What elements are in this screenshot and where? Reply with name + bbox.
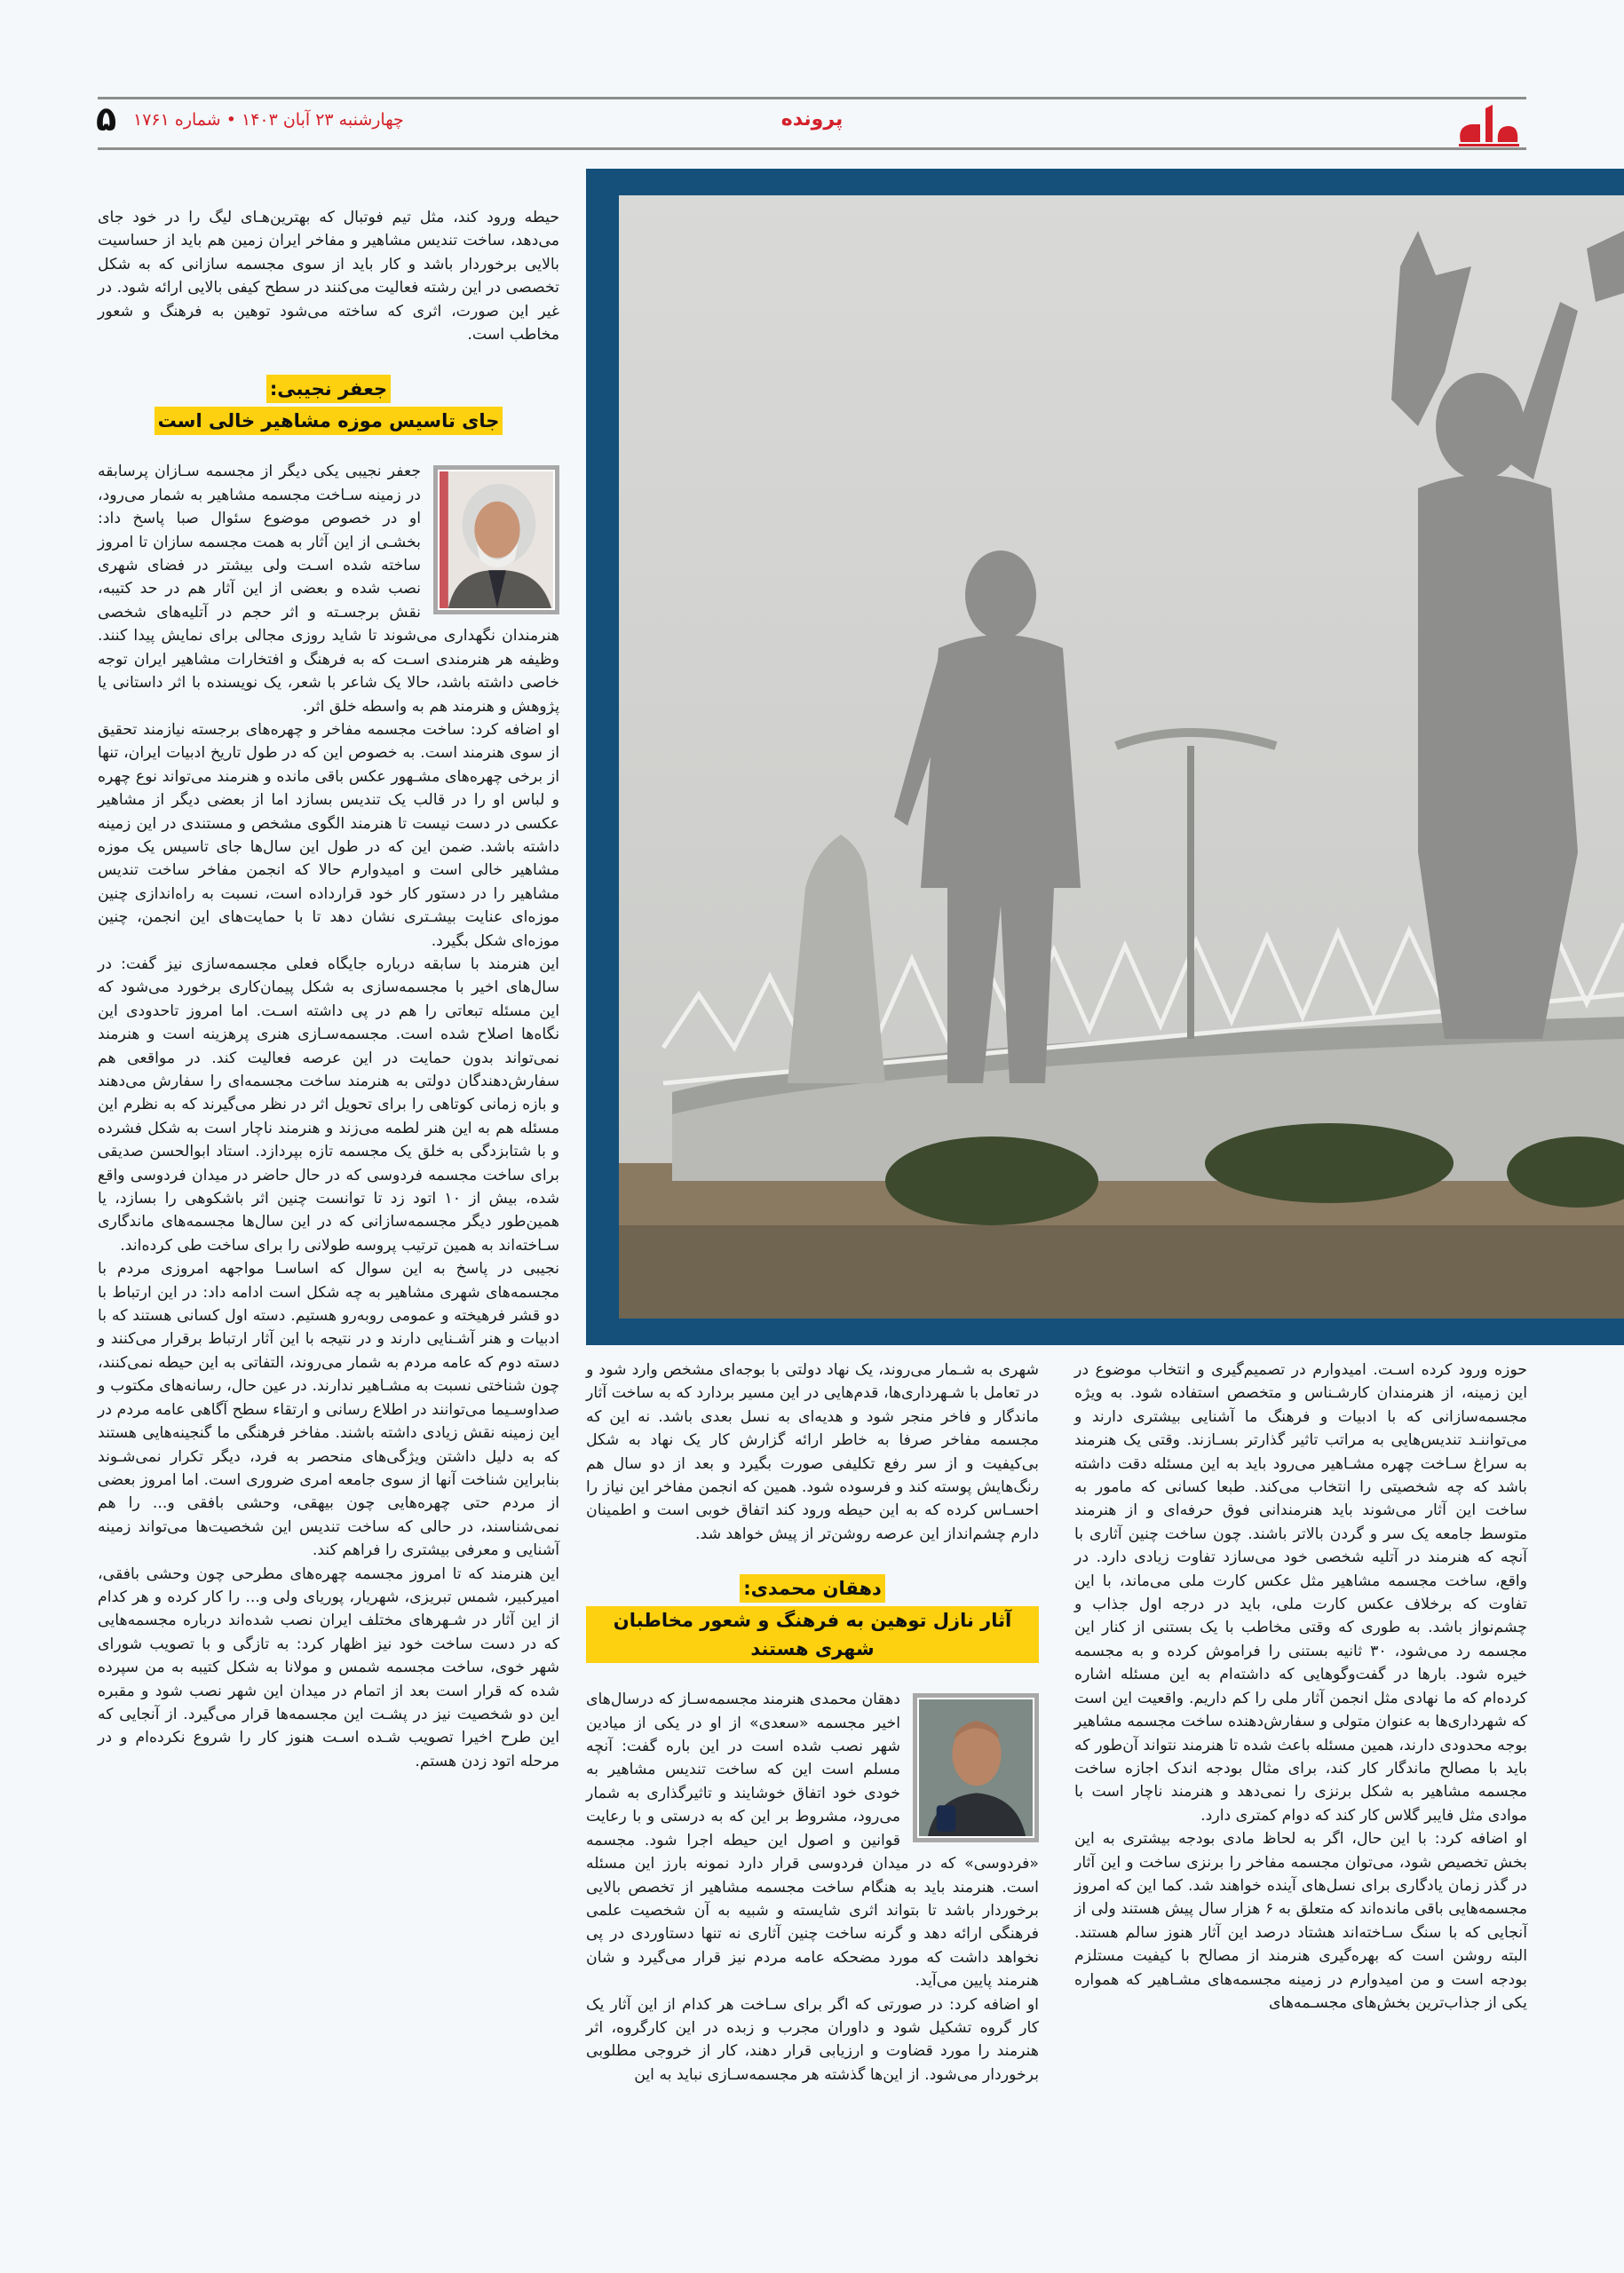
subheading-title: جای تاسیس موزه مشاهیر خالی است xyxy=(154,407,503,435)
subheading-title: آثار نازل توهین به فرهنگ و شعور مخاطبان شهری هستند xyxy=(586,1606,1039,1663)
article-paragraph: او اضافه کرد: در صورتی که اگر برای سـاخت هر کدام از این آثار یک کار گروه تشکیل شود و داوران مجرب و زبده در این کارگروه، اثر هنرمند را مورد قضاوت و ارزیابی قرار دهند، کار از خروجی مطلوبی برخوردار می‌شود. از این‌ها گذشته هر مجسمه‌سـازی نباید به این xyxy=(586,1995,1039,2084)
right-column xyxy=(1074,1358,1527,2015)
subheading-najibi xyxy=(98,373,559,437)
article-paragraph: حوزه ورود کرده اسـت. امیدوارم در تصمیم‌گیری و انتخاب موضوع در این زمینه، از هنرمندان کارشـناس و متخصص استفاده شود. به ویژه مجسمه‌سازانی که با ادبیات و فرهنگ ما آشنایی بیشتری دارند و می‌تواننـد تندیس‌هایی به مراتب تاثیر گذارتر بسـازند. وقتی یک هنرمند به سراغ سـاخت چهره مشـاهیر می‌رود باید به این مسئله دقت داشته باشد که چه شخصیتی را انتخاب می‌کند. طبعا کسانی که مامور به ساخت این آثار می‌شوند باید هنرمندانی فوق حرفه‌ای و از هنرمند متوسط جامعه یک سر و گردن بالاتر باشند. چون ساخت چنین آثاری با آنچه که هنرمند در آتلیه شخصی خود می‌سازد تفاوت زیادی دارد. در واقع، ساخت مجسمه مشاهیر مثل عکس کارت ملی می‌ماند، با این تفاوت که برخلاف عکس کارت ملی، باید در درجه اول جذاب و چشم‌نواز باشد. به طوری که وقتی مخاطب با یک بستنی از کنار این مجسمه رد می‌شود، ۳۰ ثانیه بستنی را فراموش کرده و به مجسمه خیره شود. بارها در گفت‌وگوهایی که داشته‌ام به این مسئله اشاره کرده‌ام که ما نهادی مثل انجمن آثار ملی را کم داریم. واقعیت این است که شهرداری‌ها به عنوان متولی و سفارش‌دهنده ساخت مجسمه مشاهیر بوجه محدودی دارند، همین مسئله باعث شده تا هنرمند نتواند آن‌طور که باید با مصالح ماندگار کار کند، برای مثال بودجه اندک اجازه ساخت مجسمه مشاهیر به شکل برنزی را نمی‌دهد و هنرمند ناچار است با موادی مثل فایبر گلاس کار کند که دوام کمتری دارد. xyxy=(1074,1361,1527,1825)
article-paragraph: او اضافه کرد: با این حال، اگر به لحاظ مادی بودجه بیشتری به این بخش تخصیص شود، می‌توان مجسمه مفاخر را برنزی ساخت و این آثار در گذر زمان یادگاری برای نسل‌های آینده خواهند شد. کما این که امروز مجسمه‌هایی باقی مانده‌اند که متعلق به ۶ هزار سال پیش هستند ولی از آنجایی که با سنگ سـاخته‌اند هشتاد درصد این آثار هنوز سالم هستند. البته روشن است که بهره‌گیری هنرمند از مصالح با کیفیت مستلزم بودجه است و من امیدوارم در زمینه مجسمه‌های مشـاهیر که همواره یکی از جذاب‌ترین بخش‌های مجسـمه‌های xyxy=(1074,1830,1527,2012)
article-paragraph: دهقان محمدی هنرمند مجسمه‌سـاز که درسال‌های اخیر مجسمه «سعدی» از او در یکی از میادین شهر نصب شده است در این باره گفت: آنچه مسلم است این که ساخت تندیس مشاهیر به خودی خود اتفاق خوشایند و تاثیرگذاری به شمار می‌رود، مشروط بر این که به درستی و با رعایت قوانین و اصول این حیطه اجرا شود. مجسمه «فردوسی» که در میدان فردوسی قرار دارد نمونه بارز این مسئله است. هنرمند باید به هنگام ساخت مجسمه مشاهیر از تخصص بالایی برخوردار باشد تا بتواند اثری شایسته و شبیه به آن شخصیت علمی فرهنگی ارائه دهد و گرنه ساخت چنین آثاری نه تنها دستاوردی در پی نخواهد داشت که مورد مضحکه عامه مردم نیز قرار می‌گیرد و شان هنرمند پایین می‌آید. xyxy=(586,1691,1039,1991)
article-paragraph: این هنرمند که تا امروز مجسمه چهره‌های مطرحی چون وحشی بافقی، امیرکبیر، شمس تبریزی، شهریار، پوریای ولی و... را کار کرده و هر کدام از این آثار در شـهرهای مختلف ایران نصب شده‌اند درباره مجسمه‌هایی که در دست ساخت خود نیز اظهار کرد: به تازگی و با تصویب شورای شهر خوی، ساخت مجسمه شمس و مولانا به شکل کتیبه به من سپرده شده که قرار است بعد از اتمام در میدان این شهر نصب شود و مقبره این دو شخصیت نیز در پشـت این مجسمه‌ها قرار می‌گیرد. از آنجایی که این طرح اخیرا تصویب شـده اسـت هنوز کار را شروع نکرده‌ام و در مرحله اتود زدن هستم. xyxy=(98,1564,559,1770)
section-title: پرونده xyxy=(780,108,844,131)
header-bottom-rule xyxy=(98,147,1526,150)
statues-photo xyxy=(619,195,1624,1319)
article-paragraph: جعفر نجیبی یکی دیگر از مجسمه سـازان پرسابقه در زمینه سـاخت مجسمه مشاهیر به شمار می‌رود، او در خصوص موضوع سئوال صبا پاسخ داد: بخشـی از این آثار به همت مجسمه سازان تا امروز ساخته شده اسـت ولی بیشتر در فضای شهری نصب شده و بعضی از این آثار هم در حد کتیبه، نقش برجسـته و اثر حجم در آتلیه‌های شخصی هنرمندان نگهداری می‌شوند تا شاید روزی مجالی برای نمایش پیدا کنند. وظیفه هر هنرمندی اسـت که به فرهنگ و افتخارات مشاهیر ایران توجه خاصی داشته باشد، حالا یک شاعر با شعر، یک نویسنده با اثر داستانی یا پژوهش و هنرمند هم به واسطه خلق اثر. xyxy=(98,463,559,716)
header-top-rule xyxy=(98,97,1526,99)
portrait-dehghan-mohammadi xyxy=(913,1693,1039,1842)
subheading-dehghan-mohammadi xyxy=(586,1572,1039,1665)
subheading-name: دهقان محمدی: xyxy=(740,1574,885,1603)
article-paragraph: این هنرمند با سابقه درباره جایگاه فعلی مجسمه‌سازی نیز گفت: در سال‌های اخیر با مجسمه‌سازی به شکل پیمان‌کاری برخورد می‌شود که این مسئله تبعاتی را هم در پی داشته اسـت. اما امروز تاحدودی این نگاه‌ها اصلاح شده است. مجسمه‌سـازی هنری پرهزینه است و هنرمند نمی‌تواند بدون حمایت در این عرصه فعالیت کند. در مواقعی هم سفارش‌دهندگان دولتی به هنرمند ساخت مجسمه‌ای را سفارش می‌دهند و بازه زمانی کوتاهی را برای تحویل اثر در نظر می‌گیرند که به نظرم این مسئله هم به این هنر لطمه می‌زند و هنرمند ناچار است به شکل فشرده و با شتابزدگی به خلق یک مجسمه تازه بپردازد. استاد ابوالحسن صدیقی برای ساخت مجسمه فردوسی که در حال حاضر در میدان فردوسی واقع شده، بیش از ۱۰ اتود زد تا توانست چنین اثر باشکوهی را بسازد، یا همین‌طور دیگر مجسمه‌سازانی که در این سال‌ها مجسمه‌های ماندگاری سـاخته‌اند به همین ترتیب پروسه طولانی را برای ساخت طی کرده‌اند. xyxy=(98,954,559,1255)
article-paragraph: او اضافه کرد: ساخت مجسمه مفاخر و چهره‌های برجسته نیازمند تحقیق از سوی هنرمند است. به خصوص این که در طول تاریخ ادبیات ایران، تنها از برخی چهره‌های مشـهور عکس باقی مانده و هنرمند می‌تواند نوع چهره و لباس او را در قالب یک تندیس بسازد اما از بعضی دیگر از مشاهیر عکسی در دست نیست تا هنرمند الگوی مشخص و مستندی در این زمینه داشته باشد. ضمن این که در طول این سال‌ها جای تاسیس یک موزه مشاهیر خالی است و امیدوارم حالا که انجمن مفاخر ساخت تندیس مشاهیر را در دستور کار خود قرارداده است، نسبت به راه‌اندازی چنین موزه‌ای عنایت بیشـتری نشان دهد تا با حمایت‌های این انجمن، چنین موزه‌ای شکل بگیرد. xyxy=(98,720,559,950)
portrait-jafar-najibi xyxy=(433,465,559,614)
subheading-name: جعفر نجیبی: xyxy=(266,375,391,403)
article-paragraph: نجیبی در پاسخ به این سوال که اساسـا مواجهه امروزی مردم با مجسمه‌های شهری مشاهیر به چه شکل است ادامه داد: در این ارتباط با دو قشر فرهیخته و عمومی روبه‌رو هستیم. دسته اول کسانی هستند که با ادبیات و هنر آشـنایی دارند و در نتیجه با این آثار ارتباط برقرار می‌کنند و دسته دوم که عامه مردم به شمار می‌روند، التفاتی به این حیطه نمی‌کنند، چون شناختی نسبت به مشـاهیر ندارند. در عین حال، رسانه‌های مکتوب و صداوسـیما می‌توانند در اطلاع رسانی و ارتقاء سطح آگاهی عامه مردم در این زمینه نقش زیادی داشته باشند. مفاخر فرهنگی ما گنجینه‌هایی هستند که به دلیل داشتن ویژگی‌های منحصر به فرد، دیگر تکرار نمی‌شـوند بنابراین شناخت آنها از سوی جامعه امری ضروری است. اما امروز بعضی از مردم حتی چهره‌هایی چون بیهقی، وحشی بافقی و... را هم نمی‌شناسند، در حالی که ساخت تندیس این شخصیت‌ها می‌تواند زمینه آشنایی و معرفی بیشتری را فراهم کند. xyxy=(98,1260,559,1560)
page-number: ۵ xyxy=(96,99,117,139)
article-paragraph: حیطه ورود کند، مثل تیم فوتبال که بهترین‌هـای لیگ را در خود جای می‌دهد، ساخت تندیس مشاهیر و مفاخر ایران زمین هم باید از حساسیت بالایی برخوردار باشد و کار باید از سوی مجسمه سازانی که به شکل تخصصی در این رشته فعالیت می‌کنند در سطح کیفی بالایی ارائه شود. در غیر این صورت، اثری که ساخته می‌شود توهین به فرهنگ و شعور مخاطب است. xyxy=(98,209,559,345)
issue-dateline: چهارشنبه ۲۳ آبان ۱۴۰۳ • شماره ۱۷۶۱ xyxy=(133,110,404,130)
left-column xyxy=(98,206,559,1773)
article-paragraph: شهری به شـمار می‌روند، یک نهاد دولتی با بوجه‌ای مشخص وارد شود و در تعامل با شـهرداری‌ها، قدم‌هایی در این مسیر بردارد که به ساخت آثار ماندگار و فاخر منجر شود و هدیه‌ای به نسل بعدی باشد. نه این که مجسمه مفاخر صرفا به خاطر ارائه گزارش کار یک نهاد به شکل بی‌کیفیت و از سر رفع تکلیفی صورت بگیرد و بعد از دو سال هم رنگ‌هایش پوسته کند و فرسوده شود. همین که انجمن مفاخر این نیاز را احسـاس کرده که به این حیطه ورود کند اتفاق خوبی است و اطمینان دارم چشم‌انداز این عرصه روشن‌تر از پیش خواهد شد. xyxy=(586,1361,1039,1543)
middle-column xyxy=(586,1358,1039,2087)
